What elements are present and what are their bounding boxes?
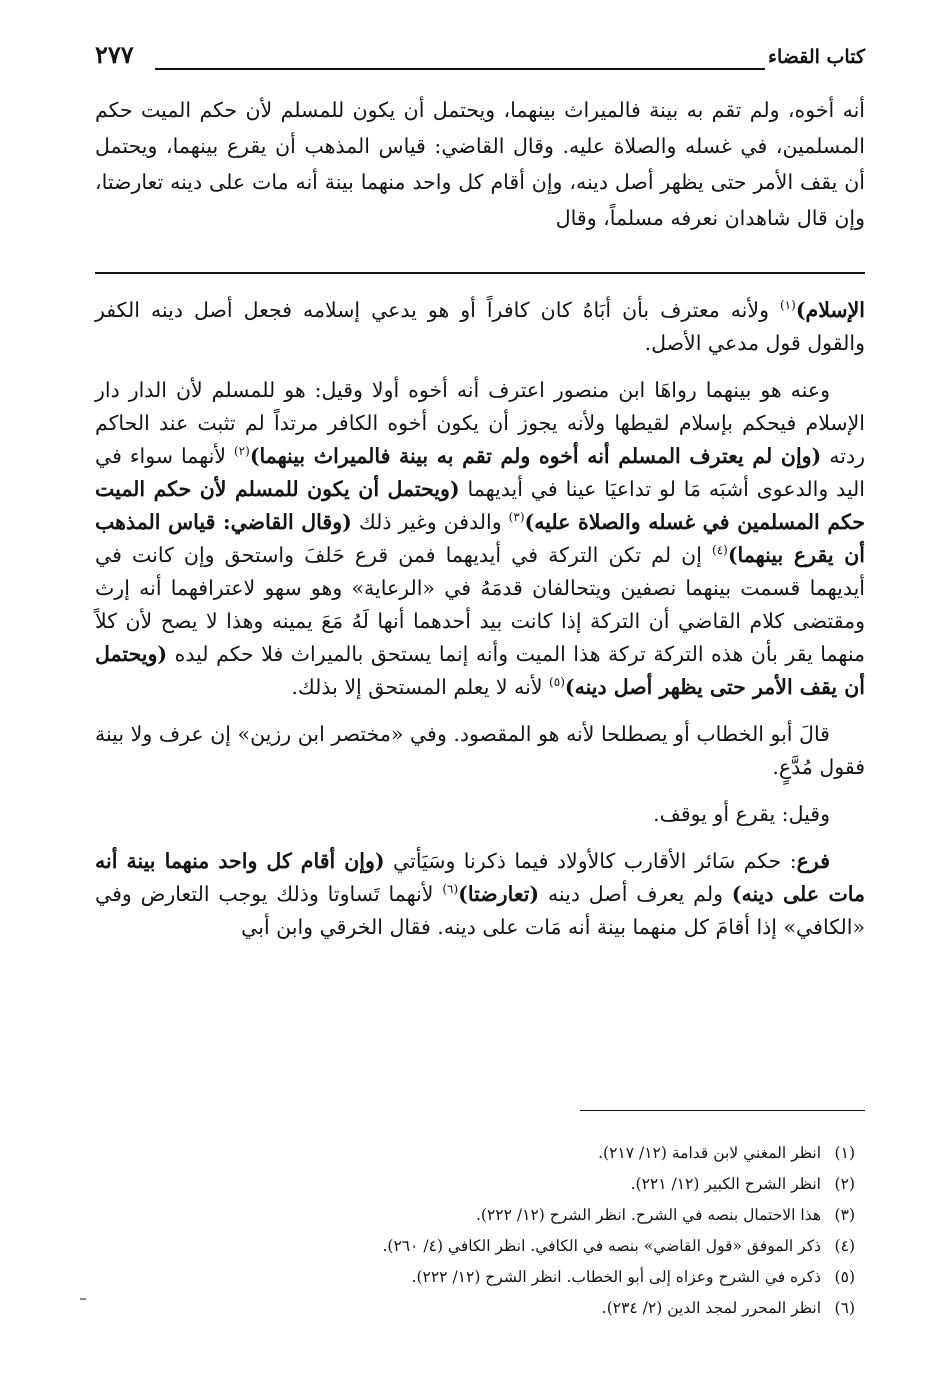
commentary-paragraph-1 xyxy=(95,294,865,360)
footnote-number: (٥) xyxy=(834,1268,855,1286)
footnote xyxy=(95,1293,855,1324)
quoted-text: (ويحتمل أن يكون للمسلم لأن حكم الميت حكم المسلمين في غسله والصلاة عليه) xyxy=(95,477,865,534)
chapter-title: كتاب القضاء xyxy=(768,46,865,68)
quoted-text: (تعارضتا) xyxy=(458,882,540,906)
footnote-text: هذا الاحتمال بنصه في الشرح. انظر الشرح (١٢/ ٢٢٢). xyxy=(476,1206,821,1224)
commentary-text: لأنهما تَساوتا وذلك يوجب التعارض وفي «الكافي» إذا أقامَ كل منهما بينة أنه مَات على دينه. فقال الخرقي وابن أبي xyxy=(95,882,865,939)
footnote-number: (٣) xyxy=(834,1206,855,1224)
commentary-paragraph-5 xyxy=(95,845,865,944)
footnote-number: (٤) xyxy=(834,1237,855,1255)
footnote xyxy=(95,1200,855,1231)
scan-mark xyxy=(80,1298,86,1300)
header-rule xyxy=(155,68,765,70)
quoted-text: (ويحتمل أن يقف الأمر حتى يظهر أصل دينه) xyxy=(95,642,865,699)
footnote xyxy=(95,1231,855,1262)
footnote xyxy=(95,1169,855,1200)
commentary xyxy=(95,294,865,958)
commentary-text: لأنهما سواء في اليد والدعوى أشبَه مَا لو تداعيَا عينا في أيديهما xyxy=(95,444,865,501)
quoted-text: (وقال القاضي: قياس المذهب أن يقرع بينهما) xyxy=(95,510,865,567)
commentary-text: : حكم سَائر الأقارب كالأولاد فيما ذكرنا وسَيَأتي xyxy=(384,849,797,873)
book-page xyxy=(95,30,865,1350)
footnote-text: ذكره في الشرح وعزاه إلى أبو الخطاب. انظر الشرح (١٢/ ٢٢٢). xyxy=(411,1268,821,1286)
branch-label: فرع xyxy=(796,849,830,873)
footnote-text: ذكر الموفق «قول القاضي» بنصه في الكافي. انظر الكافي (٤/ ٢٦٠). xyxy=(382,1237,821,1255)
footnote xyxy=(95,1262,855,1293)
footnote xyxy=(95,1138,855,1169)
footnote-number: (٦) xyxy=(834,1299,855,1317)
footnote-ref: (٤) xyxy=(712,543,728,558)
main-text: أنه أخوه، ولم تقم به بينة فالميراث بينهما، ويحتمل أن يكون للمسلم لأن حكم الميت حكم المسلمين، في غسله والصلاة عليه. وقال القاضي: قياس المذهب أن يقرع بينهما، ويحتمل أن يقف الأمر حتى يظهر أصل دينه، وإن أقام كل واحد منهما بينة أنه مات على دينه تعارضتا، وإن قال شاهدان نعرفه مسلماً، وقال xyxy=(95,98,865,230)
commentary-text: ولم يعرف أصل دينه xyxy=(539,882,732,906)
footnote-text: انظر الشرح الكبير (١٢/ ٢٢١). xyxy=(630,1175,821,1193)
footnote-text: انظر المحرر لمجد الدين (٢/ ٢٣٤). xyxy=(601,1299,821,1317)
commentary-paragraph-3: قالَ أبو الخطاب أو يصطلحا لأنه هو المقصود. وفي «مختصر ابن رزين» إن عرف ولا بينة فقول مُدَّعٍ. xyxy=(95,722,865,779)
footnote-ref: (٢) xyxy=(233,444,250,459)
quoted-text: (وإن أقام كل واحد منهما بينة أنه مات على دينه) xyxy=(95,849,866,906)
commentary-text: إن لم تكن التركة في أيديهما فمن قرع حَلفَ واستحق وإن كانت في أيديهما قسمت بينهما نصفين ويتحالفان قدمَهُ في «الرعاية» وهو سهو لاعترافهما أنه إرث ومقتضى كلام القاضي أن التركة إذا كانت بيد أحدهما أنها لَهُ مَعَ يمينه وهذا لا يصح لأن كلاً منهما يقر بأن هذه التركة تركة هذا الميت وأنه إنما يستحق بالميراث فلا حكم ليده xyxy=(95,543,865,666)
footnote-ref: (٦) xyxy=(442,882,459,897)
commentary-text: لأنه لا يعلم المستحق إلا بذلك. xyxy=(291,675,550,699)
footnotes xyxy=(95,1138,855,1324)
footnote-ref: (٥) xyxy=(549,675,565,690)
commentary-text: والدفن وغير ذلك xyxy=(351,510,509,534)
footnote-ref: (١) xyxy=(779,298,796,313)
quoted-text: الإسلام) xyxy=(795,298,865,322)
footnote-text: انظر المغني لابن قدامة (١٢/ ٢١٧). xyxy=(598,1144,821,1162)
footnote-number: (١) xyxy=(834,1144,855,1162)
quoted-text: (وإن لم يعترف المسلم أنه أخوه ولم تقم به بينة فالميراث بينهما) xyxy=(249,444,822,468)
footnote-number: (٢) xyxy=(834,1175,855,1193)
commentary-paragraph-2 xyxy=(95,374,865,704)
page-number: ٢٧٧ xyxy=(95,40,134,69)
commentary-text: وعنه هو بينهما رواهَا ابن منصور اعترف أنه أخوه أولا وقيل: هو للمسلم لأن الدار دار الإسلام فيحكم بإسلام لقيطها ولأنه يجوز أن يكون أخوه الكافر مرتداً لم تثبت عند الحاكم ردته xyxy=(95,378,865,468)
footnote-ref: (٣) xyxy=(508,510,525,525)
commentary-text: ولأنه معترف بأن أبَاهُ كان كافراً أو هو يدعي إسلامه فجعل أصل دينه الكفر والقول قول مدعي الأصل. xyxy=(95,298,865,355)
text-separator xyxy=(95,272,865,274)
commentary-paragraph-4: وقيل: يقرع أو يوقف. xyxy=(653,802,830,826)
page-header xyxy=(95,30,865,80)
footnote-rule xyxy=(580,1110,865,1111)
